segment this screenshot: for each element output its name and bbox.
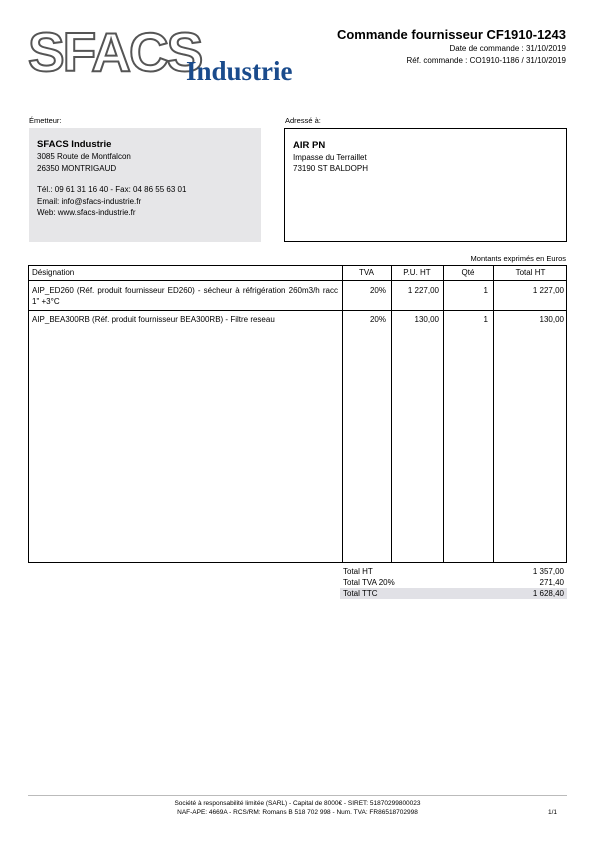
footer-divider: [28, 795, 567, 796]
total-tva-label: Total TVA 20%: [343, 578, 395, 587]
row-designation: AIP_BEA300RB (Réf. produit fournisseur BEA300RB) - Filtre reseau: [32, 315, 275, 324]
sender-address2: 26350 MONTRIGAUD: [37, 163, 117, 173]
order-lines-table: [28, 265, 567, 563]
recipient-address1: Impasse du Terraillet: [293, 153, 367, 162]
row-unit-price: 1 227,00: [407, 286, 439, 295]
row-tva: 20%: [369, 286, 386, 295]
sender-email: Email: info@sfacs-industrie.fr: [37, 196, 142, 206]
document-title: Commande fournisseur CF1910-1243: [336, 27, 566, 42]
row-quantity: 1: [483, 286, 488, 295]
total-ttc-value: 1 628,40: [532, 589, 564, 598]
sender-box: [29, 128, 261, 242]
total-ht-label: Total HT: [343, 567, 373, 576]
sender-web: Web: www.sfacs-industrie.fr: [37, 208, 136, 217]
header-total: Total HT: [515, 268, 546, 277]
row-designation: AIP_ED260 (Réf. produit fournisseur ED260) - sécheur à réfrigération 260m3/h racc 1" +3°C: [32, 286, 338, 306]
header-tva: TVA: [359, 268, 374, 277]
row-unit-price: 130,00: [414, 315, 439, 324]
total-tva-value: 271,40: [539, 578, 564, 587]
row-total: 1 227,00: [532, 286, 564, 295]
logo-brand: SFACS: [28, 21, 202, 83]
order-date: Date de commande : 31/10/2019: [449, 44, 566, 53]
total-ht-row: [340, 566, 567, 577]
order-reference: Réf. commande : CO1910-1186 / 31/10/2019: [406, 56, 566, 65]
sender-name: SFACS Industrie: [37, 139, 112, 150]
recipient-label: Adressé à:: [285, 116, 321, 125]
recipient-address2: 73190 ST BALDOPH: [293, 164, 369, 173]
row-total: 130,00: [539, 315, 564, 324]
totals-block: [340, 566, 567, 599]
footer-legal-line2: NAF-APE: 4669A - RCS/RM: Romans B 518 702 998 - Num. TVA: FR86518702998: [177, 809, 418, 816]
table-row: [29, 285, 566, 309]
header-quantity: Qté: [461, 268, 475, 277]
total-ttc-label: Total TTC: [343, 589, 378, 598]
footer-legal-line1: Société à responsabilité limitée (SARL) - Capital de 8000€ - SIRET: 51870299800023: [174, 800, 421, 807]
table-row: [29, 314, 566, 326]
logo-suffix: Industrie: [186, 56, 293, 86]
header-unit-price: P.U. HT: [403, 268, 431, 277]
row-separator: [29, 310, 566, 311]
company-logo: [28, 21, 318, 86]
row-quantity: 1: [483, 315, 488, 324]
total-ttc-row: [340, 588, 567, 599]
sender-phone: Tél.: 09 61 31 16 40 - Fax: 04 86 55 63 01: [37, 185, 187, 194]
page-number: 1/1: [547, 809, 557, 816]
table-header: [29, 266, 566, 281]
currency-note: Montants exprimés en Euros: [470, 254, 566, 263]
header-designation: Désignation: [32, 268, 75, 277]
total-ht-value: 1 357,00: [532, 567, 564, 576]
recipient-name: AIR PN: [293, 140, 326, 151]
sender-address1: 3085 Route de Montfalcon: [37, 152, 131, 161]
recipient-box: [284, 128, 567, 242]
sender-label: Émetteur:: [29, 116, 62, 125]
total-tva-row: [340, 577, 567, 588]
row-tva: 20%: [369, 315, 386, 324]
